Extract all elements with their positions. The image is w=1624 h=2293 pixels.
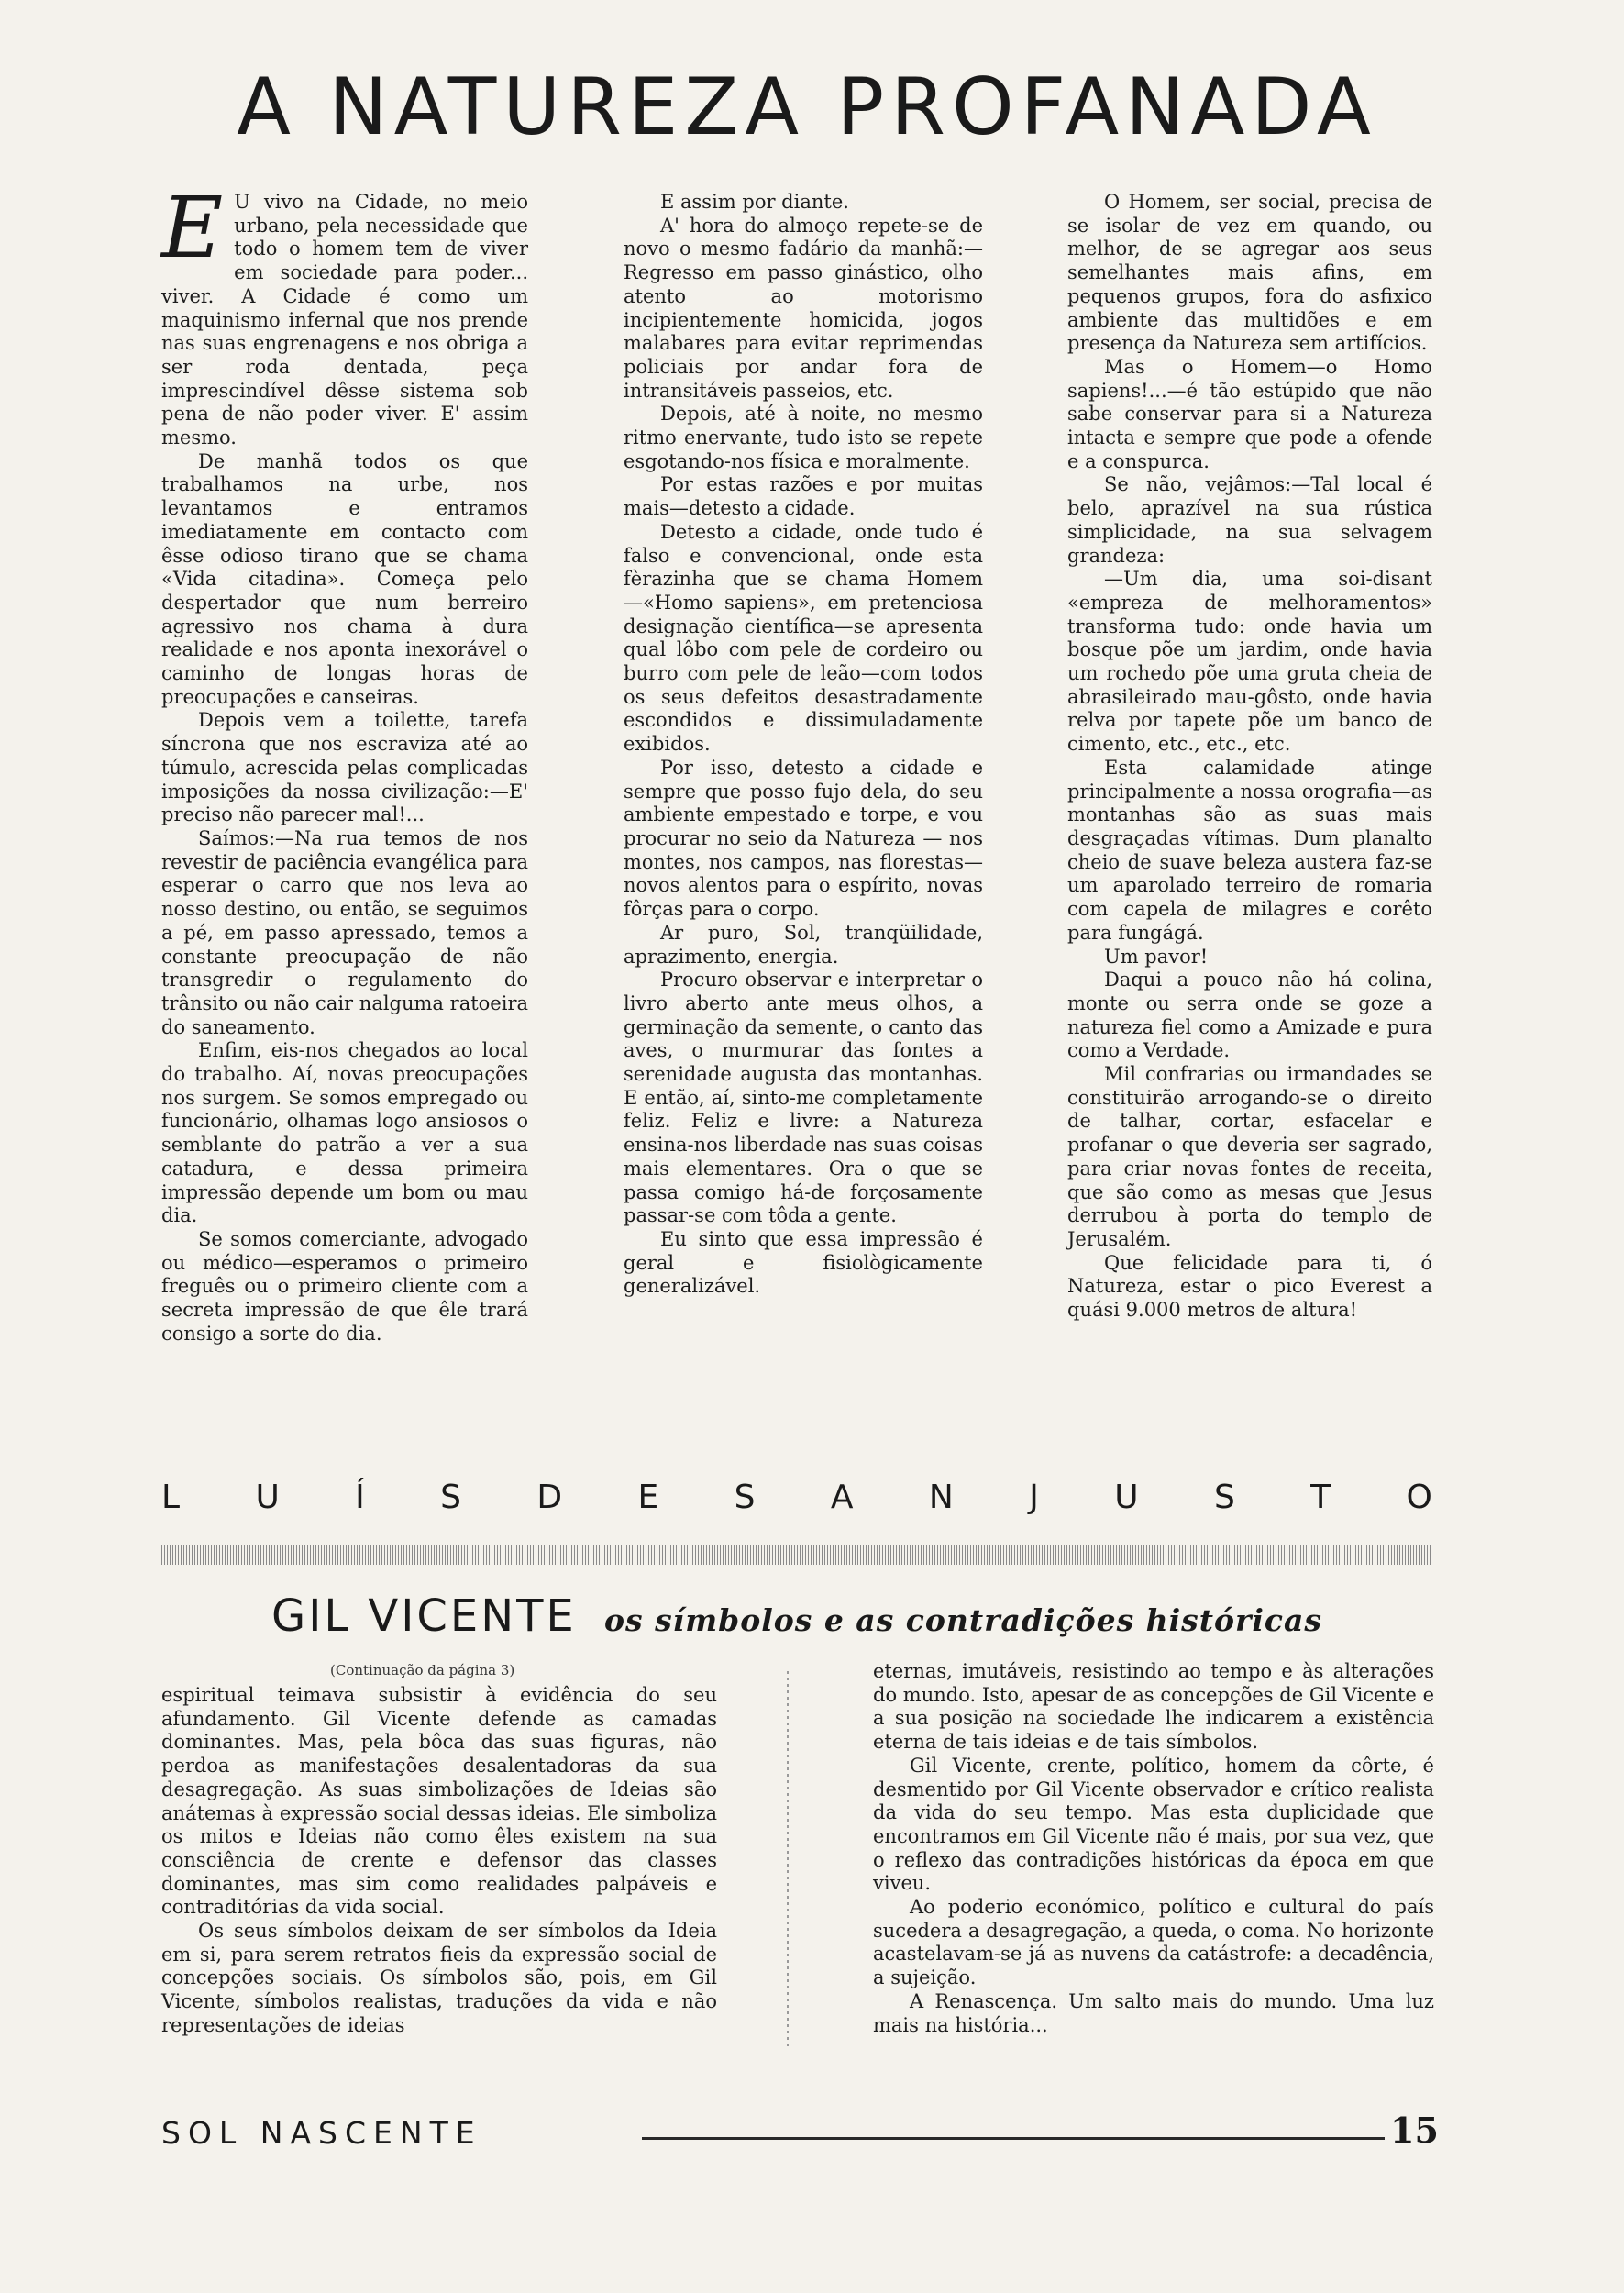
- paragraph: O Homem, ser social, precisa de se isolar de vez em quando, ou melhor, de se agregar aos seus semelhantes mais afins, em pequenos grupos, fora do asfixico ambiente das multidões e em presença da Natureza sem artifícios.: [1067, 191, 1432, 355]
- drop-cap: E: [161, 179, 224, 277]
- section-divider: [161, 1545, 1432, 1565]
- continuation-note: (Continuação da página 3): [330, 1662, 515, 1678]
- paragraph: Esta calamidade atinge principalmente a nossa orografia—as montanhas são as suas mais desgraçadas vítimas. Dum planalto cheio de suave beleza austera faz-se um aparolado terreiro de romaria com capela de milagres e corêto para fungágá.: [1067, 756, 1432, 944]
- paragraph: Um pavor!: [1104, 945, 1209, 968]
- byline-letter: D: [536, 1479, 563, 1516]
- paragraph: Se somos comerciante, advogado ou médico—esperamos o primeiro freguês ou o primeiro cliente com a secreta impressão de que êle trará consigo a sorte do dia.: [161, 1227, 528, 1345]
- article2-subtitle: os símbolos e as contradições históricas: [604, 1602, 1322, 1638]
- paragraph: Mas o Homem—o Homo sapiens!...—é tão estúpido que não sabe conservar para si a Natureza intacta e sempre que pode a ofende e a conspurca.: [1067, 355, 1432, 472]
- byline-letter: T: [1310, 1479, 1331, 1516]
- paragraph: Os seus símbolos deixam de ser símbolos da Ideia em si, para serem retratos fieis da expressão social de concepções sociais. Os símbolos são, pois, em Gil Vicente, símbolos realistas, traduções da vida e não representações de ideias: [161, 1920, 717, 2036]
- byline-letter: N: [928, 1479, 954, 1516]
- publication-name: SOL NASCENTE: [161, 2115, 482, 2151]
- article-title: A NATUREZA PROFANADA: [237, 61, 1377, 153]
- article2-column-right: [873, 1660, 1434, 2037]
- paragraph: Daqui a pouco não há colina, monte ou serra onde se goze a natureza fiel como a Amizade e pura como a Verdade.: [1067, 969, 1432, 1062]
- paragraph: Se não, vejâmos:—Tal local é belo, aprazível na sua rústica simplicidade, na sua selvagem grandeza:: [1067, 473, 1432, 567]
- paragraph: Enfim, eis-nos chegados ao local do trabalho. Aí, novas preocupações nos surgem. Se somos empregado ou funcionário, olhamas logo ansiosos o semblante do patrão a ver a sua catadura, e dessa primeira impressão depende um bom ou mau dia.: [161, 1039, 528, 1227]
- article-column-3: [1067, 191, 1432, 1323]
- byline-letter: O: [1406, 1479, 1432, 1516]
- paragraph: Procuro observar e interpretar o livro aberto ante meus olhos, a germinação da semente, o canto das aves, o murmurar das fontes a serenidade augusta das montanhas. E então, aí, sinto-me completamente feliz. Feliz e livre: a Natureza ensina-nos liberdade nas suas coisas mais elementares. Ora o que se passa comigo há-de forçosamente passar-se com tôda a gente.: [624, 969, 983, 1227]
- paragraph: —Um dia, uma soi-disant «empreza de melhoramentos» transforma tudo: onde havia um bosque põe um jardim, onde havia um rochedo põe uma gruta cheia de abrasileirado mau-gôsto, onde havia relva por tapete põe um banco de cimento, etc., etc., etc.: [1067, 568, 1432, 756]
- paragraph: Eu sinto que essa impressão é geral e fisiològicamente generalizável.: [624, 1227, 983, 1298]
- article-column-1: [161, 179, 528, 1346]
- paragraph: Depois vem a toilette, tarefa síncrona que nos escraviza até ao túmulo, acrescida pelas complicadas imposições da nossa civilização:—E' preciso não parecer mal!...: [161, 709, 528, 826]
- paragraph: A' hora do almoço repete-se de novo o mesmo fadário da manhã:—Regresso em passo ginástico, olho atento ao motorismo incipientemente homicida, jogos malabares para evitar reprimendas policiais por andar fora de intransitáveis passeios, etc.: [624, 214, 983, 402]
- paragraph: Ar puro, Sol, tranqüilidade, aprazimento, energia.: [624, 921, 983, 968]
- paragraph: Ao poderio económico, político e cultural do país sucedera a desagregação, a queda, o coma. No horizonte acastelavam-se já as nuvens da catástrofe: a decadência, a sujeição.: [873, 1896, 1434, 1989]
- paragraph: Mil confrarias ou irmandades se constituirão arrogando-se o direito de talhar, cortar, esfacelar e profanar o que deveria ser sagrado, para criar novas fontes de receita, que são como as mesas que Jesus derrubou à porta do templo de Jerusalém.: [1067, 1063, 1432, 1250]
- article2-heading: [161, 1590, 1432, 1642]
- column-divider: [787, 1671, 789, 2049]
- byline-letter: S: [440, 1479, 462, 1516]
- byline-letter: S: [1213, 1479, 1235, 1516]
- paragraph: Detesto a cidade, onde tudo é falso e convencional, onde esta fèrazinha que se chama Homem —«Homo sapiens», em pretenciosa designação científica—se apresenta qual lôbo com pele de cordeiro ou burro com pele de leão—com todos os seus defeitos desastradamente escondidos e dissimuladamente exibidos.: [624, 520, 983, 756]
- paragraph: De manhã todos os que trabalhamos na urbe, nos levantamos e entramos imediatamente em contacto com êsse odioso tirano que se chama «Vida citadina». Começa pelo despertador que num berreiro agressivo nos chama à dura realidade e nos aponta inexorável o caminho de longas horas de preocupações e canseiras.: [161, 449, 528, 708]
- paragraph: U vivo na Cidade, no meio urbano, pela necessidade que todo o homem tem de viver em sociedade para poder... viver. A Cidade é como um maquinismo infernal que nos prende nas suas engrenagens e nos obriga a ser roda dentada, peça imprescindível dêsse sistema sob pena de não poder viver. E' assim mesmo.: [161, 191, 528, 449]
- byline-letter: U: [255, 1479, 280, 1516]
- paragraph: E assim por diante.: [660, 191, 849, 213]
- author-byline: [161, 1479, 1432, 1516]
- footer-rule: [642, 2137, 1385, 2140]
- paragraph: Que felicidade para ti, ó Natureza, estar o pico Everest a quási 9.000 metros de altura!: [1067, 1251, 1432, 1322]
- paragraph: A Renascença. Um salto mais do mundo. Uma luz mais na história...: [873, 1989, 1434, 2036]
- paragraph: Gil Vicente, crente, político, homem da côrte, é desmentido por Gil Vicente observador e crítico realista da vida do seu tempo. Mas esta duplicidade que encontramos em Gil Vicente não é mais, por sua vez, que o reflexo das contradições históricas da época em que viveu.: [873, 1754, 1434, 1895]
- byline-letter: E: [637, 1479, 659, 1516]
- byline-letter: S: [734, 1479, 756, 1516]
- article2-title: GIL VICENTE: [271, 1590, 577, 1642]
- paragraph: Depois, até à noite, no mesmo ritmo enervante, tudo isto se repete esgotando-nos física e moralmente.: [624, 403, 983, 472]
- byline-letter: Í: [355, 1479, 365, 1516]
- paragraph: espiritual teimava subsistir à evidência do seu afundamento. Gil Vicente defende as camadas dominantes. Mas, pela bôca das suas figuras, não perdoa as manifestações desalentadoras da sua desagregação. As suas simbolizações de Ideias são anátemas à expressão social dessas ideias. Ele simboliza os mitos e Ideias não como êles existem na sua consciência de crente e defensor das classes dominantes, mas sim como realidades palpáveis e contraditórias da vida social.: [161, 1684, 717, 1919]
- byline-letter: J: [1029, 1479, 1039, 1516]
- byline-letter: U: [1114, 1479, 1139, 1516]
- paragraph: Por estas razões e por muitas mais—detesto a cidade.: [624, 473, 983, 520]
- article2-column-left: [161, 1684, 717, 2038]
- paragraph: Por isso, detesto a cidade e sempre que posso fujo dela, do seu ambiente empestado e torpe, e vou procurar no seio da Natureza — nos montes, nos campos, nas florestas—novos alentos para o espírito, novas fôrças para o corpo.: [624, 756, 983, 921]
- page-number: 15: [1390, 2110, 1439, 2151]
- paragraph: eternas, imutáveis, resistindo ao tempo e às alterações do mundo. Isto, apesar de as concepções de Gil Vicente e a sua posição na sociedade lhe indicarem a existência eterna de tais ideias e de tais símbolos.: [873, 1660, 1434, 1754]
- byline-letter: A: [830, 1479, 854, 1516]
- article-column-2: [624, 191, 983, 1299]
- paragraph: Saímos:—Na rua temos de nos revestir de paciência evangélica para esperar o carro que nos leva ao nosso destino, ou então, se seguimos a pé, em passo apressado, temos a constante preocupação de não transgredir o regulamento do trânsito ou não cair nalguma ratoeira do saneamento.: [161, 826, 528, 1038]
- byline-letter: L: [161, 1479, 181, 1516]
